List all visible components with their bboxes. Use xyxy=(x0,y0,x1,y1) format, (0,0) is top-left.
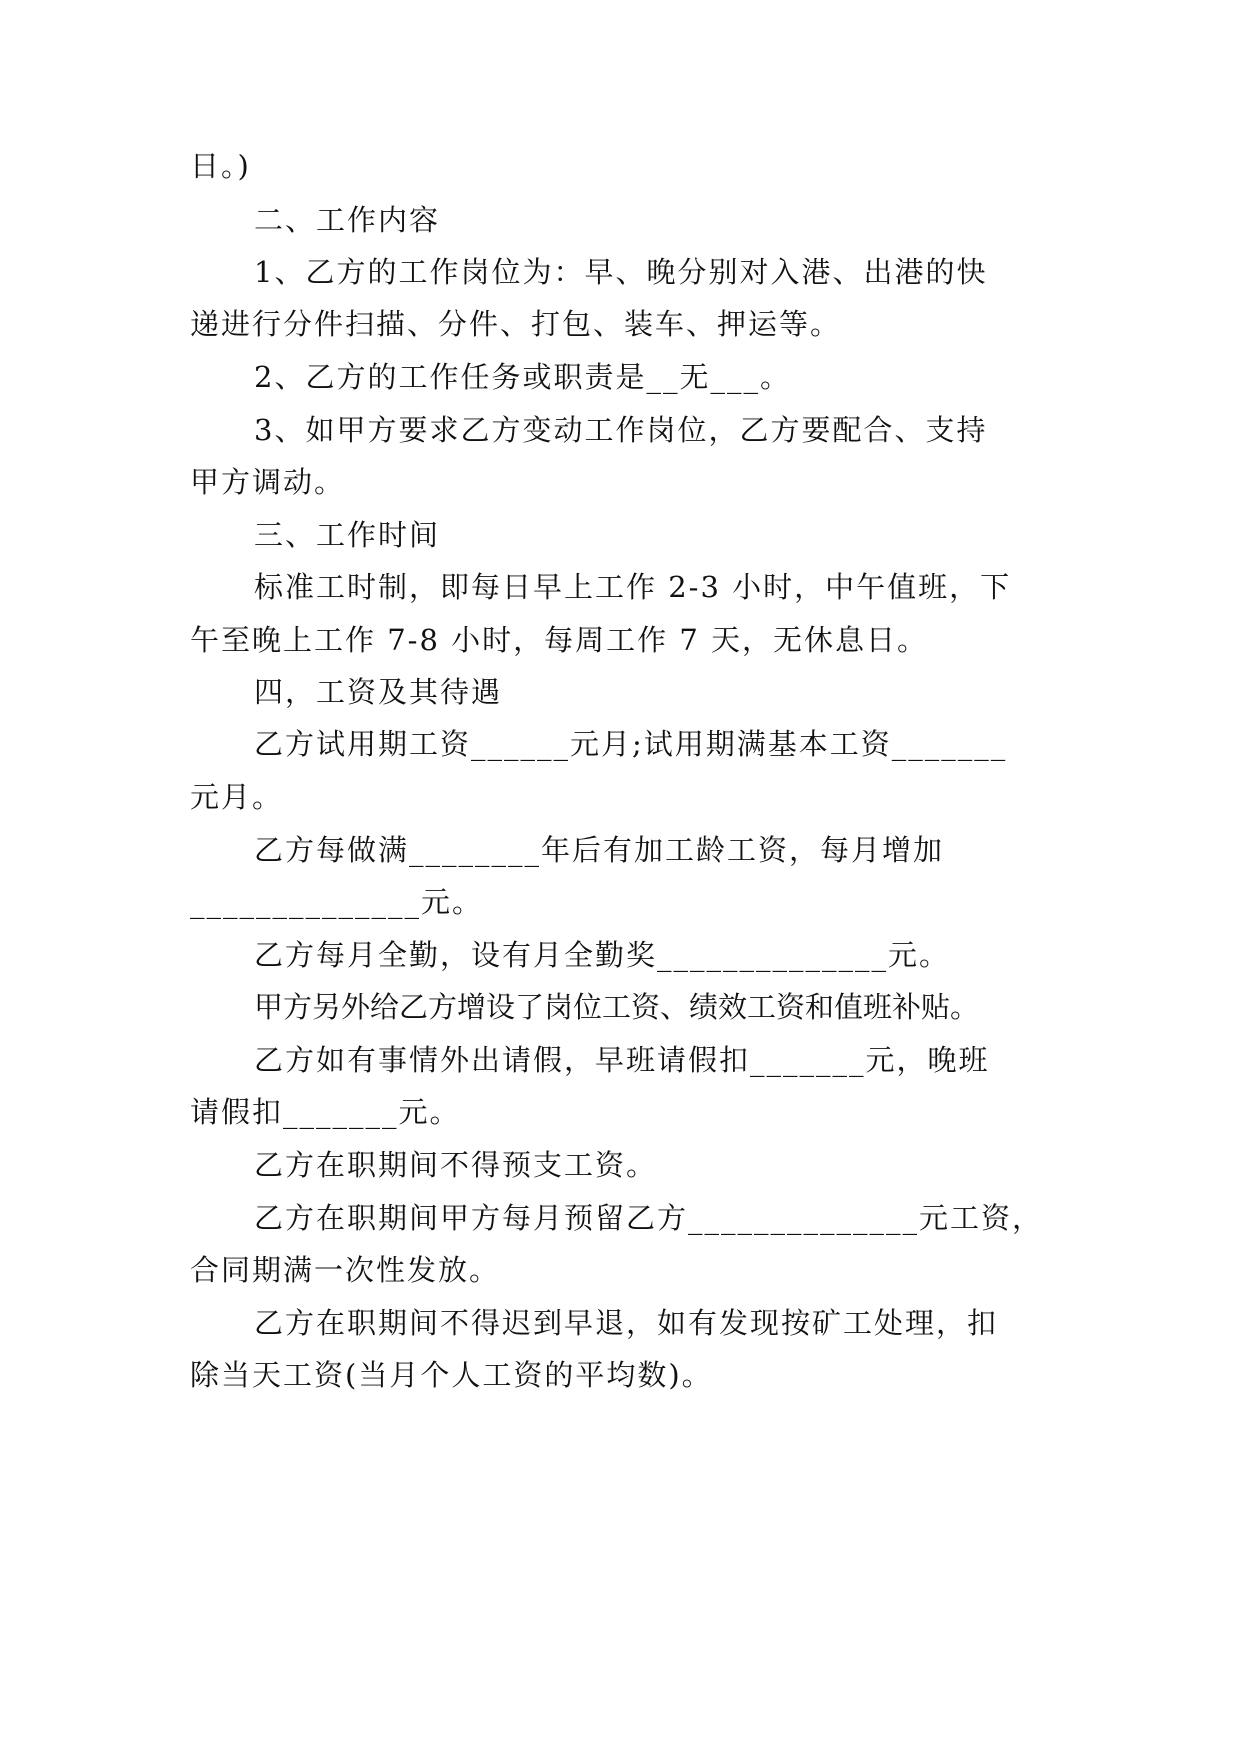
section-heading: 四，工资及其待遇 xyxy=(254,675,503,709)
text-line: 1、乙方的工作岗位为：早、晚分别对入港、出港的快 xyxy=(254,255,988,289)
text-line: 乙方在职期间不得迟到早退，如有发现按矿工处理，扣 xyxy=(254,1306,999,1340)
section-heading: 二、工作内容 xyxy=(254,203,441,237)
section-heading: 三、工作时间 xyxy=(254,518,441,552)
text-line: 除当天工资(当月个人工资的平均数)。 xyxy=(190,1358,713,1392)
text-line: 乙方每月全勤，设有月全勤奖______________元。 xyxy=(254,938,951,972)
text-line: 乙方在职期间甲方每月预留乙方______________元工资， xyxy=(254,1201,1044,1235)
text-line: 甲方调动。 xyxy=(190,465,346,499)
text-line: 日。) xyxy=(190,149,251,183)
text-line: 乙方试用期工资______元月;试用期满基本工资_______ xyxy=(254,727,1008,761)
text-line: 乙方在职期间不得预支工资。 xyxy=(254,1148,658,1182)
text-line: 乙方如有事情外出请假，早班请假扣_______元，晚班 xyxy=(254,1043,990,1077)
text-line: 2、乙方的工作任务或职责是__无___。 xyxy=(254,360,791,394)
text-line: 递进行分件扫描、分件、打包、装车、押运等。 xyxy=(190,307,842,341)
text-line: 午至晚上工作 7-8 小时，每周工作 7 天，无休息日。 xyxy=(190,623,929,657)
text-line: 元月。 xyxy=(190,780,284,814)
text-line: 合同期满一次性发放。 xyxy=(190,1253,501,1287)
text-line: 3、如甲方要求乙方变动工作岗位，乙方要配合、支持 xyxy=(254,413,988,447)
text-line: ______________元。 xyxy=(190,885,484,919)
text-line: 标准工时制，即每日早上工作 2-3 小时，中午值班，下 xyxy=(254,570,1012,604)
text-line: 请假扣_______元。 xyxy=(190,1095,461,1129)
text-line: 甲方另外给乙方增设了岗位工资、绩效工资和值班补贴。 xyxy=(254,990,980,1024)
text-line: 乙方每做满________年后有加工龄工资，每月增加 xyxy=(254,833,945,867)
